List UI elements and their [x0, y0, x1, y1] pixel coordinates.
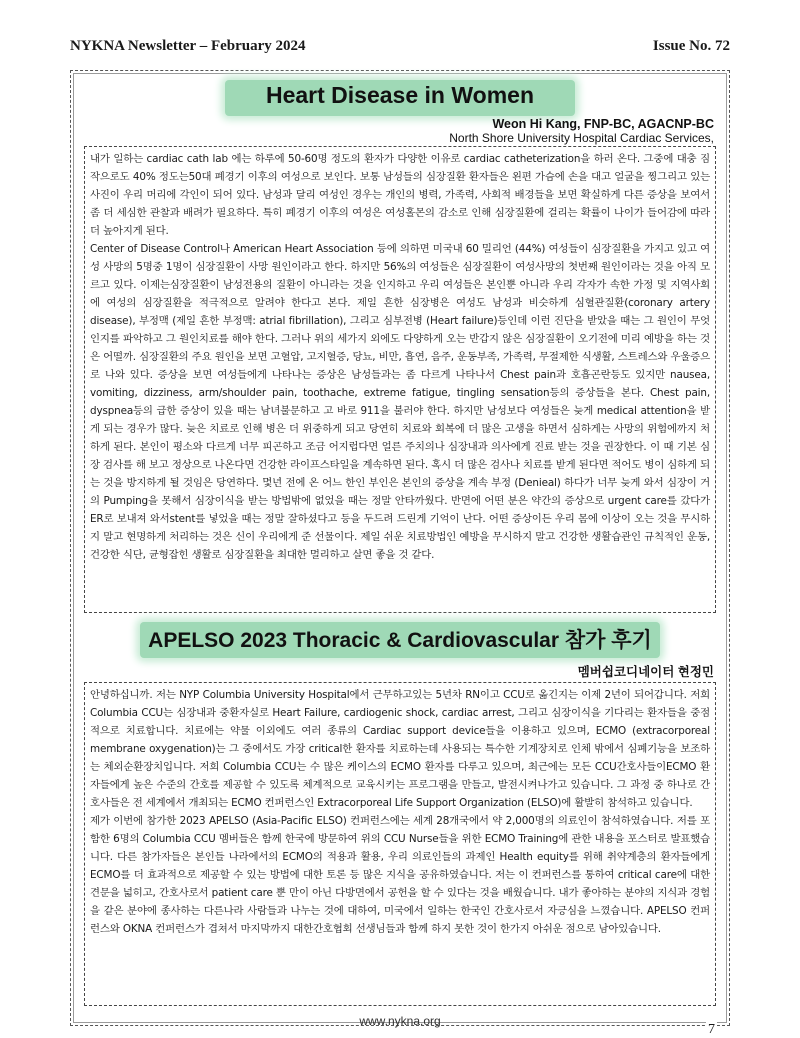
issue-number: Issue No. 72 [652, 38, 730, 54]
article2-paragraph: 제가 이번에 참가한 2023 APELSO (Asia-Pacific ELSO) 컨퍼런스에는 세계 28개국에서 약 2,000명의 의료인이 참석하였습니다. 저를 포함한 6명의 Columbia CCU 멤버들은 함께 한국에 방문하여 위의 CCU Nurse들을 위한 ECMO Training에 관한 내용을 포스터로 발표했습니다. 다른 참가자들은 본인들 나라에서의 ECMO의 적용과 활용, 우리 의료인들의 과제인 Health equity를 위해 취약계층의 환자들에게 ECMO를 더 효과적으로 제공할 수 있는 방법에 대한 토론 등 많은 지식을 공유하였습니다. 저는 이 컨퍼런스를 통하여 critical care에 대한 견문을 넓히고, 간호사로서 patient care 뿐 만이 아닌 다방면에서 공헌을 할 수 있다는 것을 배웠습니다. 내가 좋아하는 분야의 지식과 경험을 같은 분야에 종사하는 다른나라 사람들과 나누는 것에 대하여, 미국에서 일하는 한국인 간호사로서 자긍심을 느꼈습니다. APELSO 컨퍼런스와 OKNA 컨퍼런스가 겹쳐서 마지막까지 대한간호협회 선생님들과 함께 하지 못한 것이 한가지 아쉬운 점으로 남아있습니다. [90, 815, 710, 935]
article2-byline [578, 662, 714, 680]
article1-paragraph: 내가 일하는 cardiac cath lab 에는 하루에 50-60명 정도의 환자가 다양한 이유로 cardiac catheterization을 하러 온다. 그중에 대충 짐작으로도 40% 정도는50대 폐경기 이후의 여성으로 보인다. 보통 남성들의 심장질환 환자들은 왼편 가슴에 손을 대고 얼굴을 찡그리고 있는 사진이 우리 머리에 각인이 되어 있다. 남성과 달리 여성인 경우는 개인의 병력, 가족력, 사회적 배경들을 보면 확실하게 다른 증상을 보여서 좀 더 세심한 관찰과 배려가 필요하다. 특히 폐경기 이후의 여성은 여성홀몬의 감소로 인해 심장질환에 걸리는 확률이 나이가 들어감에 따라 더 높아지게 된다. [90, 153, 710, 237]
article1-paragraph: Center of Disease Control나 American Heart Association 등에 의하면 미국내 60 밀리언 (44%) 여성들이 심장질환을 가지고 있고 여성 사망의 5명중 1명이 심장질환이 사망 원인이라고 한다. 하지만 56%의 여성들은 심장질환이 여성사망의 첫번째 원인이라는 것을 아직 모르고 있다. 이제는심장질환이 남성전용의 질환이 아니라는 것을 인지하고 우리 여성들은 본인뿐 아니라 우리 각자가 속한 가정 및 지역사회에 여성의 심장질환을 적극적으로 알려야 한다고 본다. 제일 흔한 심장병은 여성도 남성과 비슷하게 심혈관질환(coronary artery disease), 부정맥 (제일 흔한 부정맥: atrial fibrillation), 그리고 심부전병 (Heart failure)등인데 이런 진단을 받았을 때는 그 원인이 무엇인지를 파악하고 그 원인치료를 해야 한다. 그러나 위의 세가지 외에도 다양하게 오는 반갑지 않은 심장질환이 오기전에 미리 예방을 하는 것은 어떨까. 심장질환의 주요 원인을 보면 고혈압, 고지혈증, 당뇨, 비만, 흡연, 음주, 운동부족, 가족력, 무절제한 식생활, 스트레스와 우울증으로 나와 있다. 증상을 보면 여성들에게 나타나는 증상은 남성들과는 좀 다르게 나타나서 Chest pain과 호흡곤란등도 있지만 nausea, vomiting, dizziness, arm/shoulder pain, toothache, extreme fatigue, tingling sensation등의 증상들을 본다. Chest pain, dyspnea등의 급한 증상이 있을 때는 남녀불문하고 고 바로 911을 불러야 한다. 하지만 남성보다 여성들은 늦게 medical attention을 받게 되는 경우가 많다. 늦은 치료로 인해 병은 더 위중하게 되고 당연히 치료와 회복에 더 많은 고생을 하면서 심하게는 사망의 위험에까지 처하게 된다. 본인이 평소와 다르게 너무 피곤하고 조금 어지럽다면 얼른 주치의나 심장내과 의사에게 진료 받는 것을 권장한다. 이 때 기본 심장 검사를 해 보고 정상으로 나온다면 건강한 라이프스타일을 계속하면 된다. 혹시 더 많은 검사나 치료를 받게 된다면 적어도 병이 심하게 되는 것을 방지하게 될 것임은 당연하다. 몇년 전에 온 어느 한인 부인은 본인의 증상을 계속 부정 (Denieal) 하다가 너무 늦게 와서 심장이 거의 Pumping을 못해서 심장이식을 받는 방법밖에 없었을 때는 정말 안타까웠다. 반면에 어떤 분은 약간의 증상으로 urgent care를 갔다가 ER로 보내져 와서stent를 넣었을 때는 정말 잘하셨다고 등을 두드려 드린게 기억이 난다. 어떤 증상이든 우리 몸에 이상이 오는 것을 무시하지 말고 현명하게 처리하는 것은 신이 우리에게 준 선물이다. 제일 쉬운 치료방법인 예방을 무시하지 말고 건강한 생활습관인 규칙적인 운동, 건강한 식단, 균형잡힌 생활로 심장질환을 최대한 멀리하고 살면 좋을 것 같다. [90, 243, 710, 561]
article1-byline [449, 117, 714, 145]
article2-title: APELSO 2023 Thoracic & Cardiovascular 참가 후기 [148, 629, 652, 652]
article2-author: 멤버쉽코디네이터 현정민 [577, 665, 714, 679]
article1-body [84, 146, 716, 613]
article2-body [84, 682, 716, 1006]
article1-author: Weon Hi Kang, FNP-BC, AGACNP-BC [492, 117, 714, 131]
footer-website-link[interactable]: www.nykna.org [359, 1014, 441, 1028]
article1-affiliation: North Shore University Hospital Cardiac Services, [449, 131, 714, 145]
newsletter-masthead [70, 38, 730, 60]
page-number: 7 [708, 1022, 715, 1037]
newsletter-name: NYKNA Newsletter – February 2024 [70, 38, 306, 54]
article2-paragraph: 안녕하십니까. 저는 NYP Columbia University Hospital에서 근무하고있는 5년차 RN이고 CCU로 옮긴지는 이제 2년이 되어갑니다. 저희 Columbia CCU는 심장내과 중환자실로 Heart Failure, cardiogenic shock, cardiac arrest, 그리고 심장이식을 기다리는 환자들을 중점적으로 치료합니다. 치료에는 약물 이외에도 여러 종류의 Cardiac support device들을 이용하고 있으며, ECMO (extracorporeal membrane oxygenation)는 그 중에서도 가장 critical한 환자를 치료하는데 사용되는 특수한 기계장치로 인체 밖에서 심폐기능을 보조하는 체외순환장치입니다. 저희 Columbia CCU는 수 많은 케이스의 ECMO 환자를 다루고 있으며, 최근에는 모든 CCU간호사들이ECMO 환자들에게 높은 수준의 간호를 제공할 수 있도록 체계적으로 교육시키는 프로그램을 만들고, 발전시켜나가고 있습니다. 그 과정 중 하나로 간호사들은 전 세계에서 개최되는 ECMO 컨퍼런스인 Extracorporeal Life Support Organization (ELSO)에 활발히 참석하고 있습니다. [90, 689, 710, 809]
article1-title: Heart Disease in Women [265, 82, 534, 108]
